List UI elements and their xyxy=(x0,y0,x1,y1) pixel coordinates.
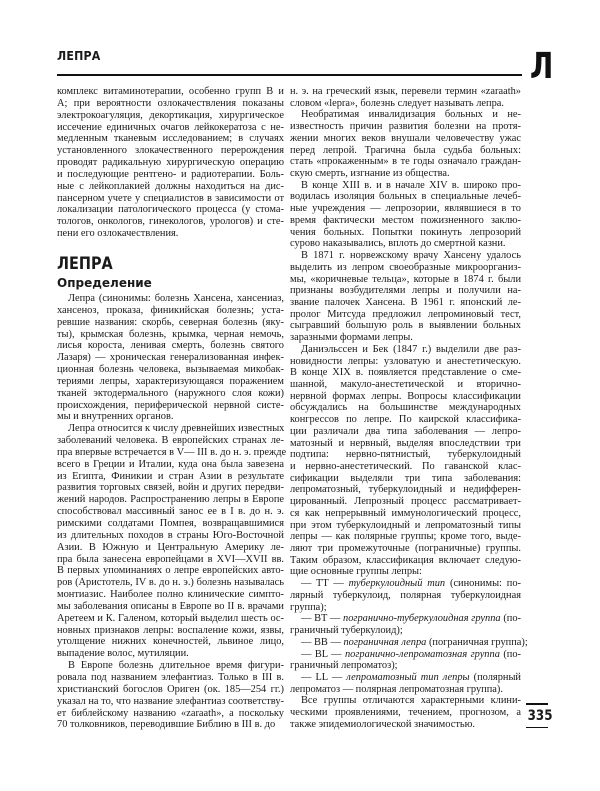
paragraph xyxy=(290,86,521,109)
section-heading: ЛЕПРА xyxy=(57,253,113,274)
text-line: медленным тканевым исследованием; в случаях xyxy=(57,133,284,145)
text-line: происхождения, периферической нервной систе- xyxy=(57,399,284,411)
text-line: также эпидемиологической значимостью. xyxy=(290,718,475,730)
text-line: шанной, макуло-анестетической и вторично- xyxy=(290,378,521,390)
text-line: пансерном учете у специалистов в зависимости от xyxy=(57,192,284,204)
subsection-heading: Определение xyxy=(57,275,152,290)
text-line: всего в Греции и Италии, куда она была завезена xyxy=(57,458,284,470)
text-line: ляют три промежуточные (пограничные) группы. xyxy=(290,543,521,555)
text-line: В Европе болезнь длительное время фигури- xyxy=(68,660,284,672)
text-line xyxy=(290,613,521,625)
text-line: способствовал массивный занос ее в I в. до н. э. xyxy=(57,506,284,518)
page-number: 335 xyxy=(527,707,553,724)
text-line: сурово наказывались, вплоть до смертной казни. xyxy=(290,238,506,250)
text-line: пени его озлокачествления. xyxy=(57,228,179,240)
italic-term: пограничная лепра xyxy=(343,636,427,648)
paragraph xyxy=(290,344,521,578)
text-segment: (по- xyxy=(500,613,521,625)
text-line: скую смерть, изгнание из общества. xyxy=(290,168,450,180)
text-line: В первых упоминаниях о лепре европейских авто- xyxy=(57,565,284,577)
text-line: ческими проявлениями, течением, прогнозом, а xyxy=(290,707,521,719)
text-segment: (полярный xyxy=(469,671,521,683)
text-line: щие основные группы лепры: xyxy=(290,566,422,578)
italic-term: погранично-лепроматозная группа xyxy=(344,648,500,660)
text-line: ты), крымская болезнь, крымка, черная немочь, xyxy=(57,328,284,340)
text-line: лепры — как полярные группы; кроме того, выде- xyxy=(290,531,521,543)
paragraph xyxy=(290,672,521,695)
text-line: А; при вероятности озлокачествления показаны xyxy=(57,97,284,109)
right-column xyxy=(290,86,528,731)
text-line: обсуждались на большинстве международных xyxy=(290,402,521,414)
text-line: тканей эктодермального (наружного слоя кожи) xyxy=(57,387,284,399)
paragraph xyxy=(290,180,521,250)
page-number-block xyxy=(526,703,553,728)
text-line: ционная болезнь человека, вызываемая микобак- xyxy=(57,364,284,376)
running-header-title: ЛЕПРА xyxy=(57,49,101,63)
text-line: группа); xyxy=(290,601,327,613)
text-line: локализации патологического процесса (у стома- xyxy=(57,204,284,216)
text-line: монтиазис. Наиболее полно клинические симпто- xyxy=(57,589,284,601)
text-line: пра впервые встречается в V— III в. до н. э. прежде xyxy=(57,446,287,458)
italic-term: погранично-туберкулоидная группа xyxy=(343,613,501,625)
text-line: иссечение единичных очагов лейкокератоза с не- xyxy=(57,121,284,133)
text-line: проводят радикальную хирургическую операцию xyxy=(57,157,284,169)
text-line: граничный лепроматоз); xyxy=(290,660,398,672)
text-line: ся как непрерывный иммунологический процесс, xyxy=(290,507,521,519)
text-line: выпадение волос, мутиляции. xyxy=(57,648,189,660)
text-line: сификации выделяли три типа заболевания: xyxy=(290,472,521,484)
text-line: стать «прокаженным» в те годы означало граждан- xyxy=(290,156,521,168)
text-line: Таким образом, классификация включает следую- xyxy=(290,554,521,566)
text-line: при этом туберкулоидный и лепроматозный типы xyxy=(290,519,521,531)
text-line: ровала под названием элефантиаз. Только в III в. xyxy=(57,671,284,683)
italic-term: лепроматозный тип лепры xyxy=(346,671,470,683)
text-line: водилась изоляция больных в специальные лечеб- xyxy=(290,191,521,203)
text-line xyxy=(290,649,521,661)
text-line: ные учреждения — лепрозории, являвшиеся в то xyxy=(290,203,521,215)
header-rule xyxy=(57,74,522,76)
text-segment: — BT — xyxy=(301,613,344,625)
text-line: тологов, онкологов, гинекологов, урологов) и сте- xyxy=(57,216,284,228)
text-line: Все группы отличаются характерными клини- xyxy=(301,695,521,707)
text-line: электрокоагуляция, декортикация, хирургическое xyxy=(57,109,284,121)
text-line: хансеноз, проказа, финикийская болезнь; уста- xyxy=(57,304,284,316)
text-line: В конце XIX в. появляется представление о сме- xyxy=(290,367,521,379)
text-line: лепроматоз — полярная лепроматозная группа). xyxy=(290,683,503,695)
text-line: 70 толковников, переводившие Библию в III в. до xyxy=(57,719,276,731)
text-line: Лепра относится к числу древнейших известных xyxy=(68,423,285,435)
text-segment: (синонимы: по- xyxy=(445,578,521,590)
text-line: комплекс витаминотерапии, особенно групп В и xyxy=(57,86,284,97)
section-letter-tab: Л xyxy=(530,46,554,87)
text-line: мы, «коричневые тельца», которые в 1874 г. были xyxy=(290,273,521,285)
text-line: нервной формах лепры. Вопросы классификации xyxy=(290,390,521,402)
text-line: признаны возбудителями лепры и получили на- xyxy=(290,285,521,297)
text-line: Необратимая инвалидизация больных и не- xyxy=(301,109,521,121)
text-line: Даниэльссен и Бек (1847 г.) выделили две раз- xyxy=(301,343,521,355)
text-line: ревшие названия: скорбь, северная болезнь (яку- xyxy=(57,316,284,328)
text-line: перед лепрой. Трагична была судьба больных: xyxy=(290,144,521,156)
paragraph xyxy=(290,695,521,730)
text-line: ные с лейкоплакией должны находиться на дис- xyxy=(57,180,284,192)
text-line: н. э. на греческий язык, перевели термин «zaraath» xyxy=(290,86,521,97)
text-line: Аретеем и К. Галеном, который выделил шесть ос- xyxy=(57,612,284,624)
paragraph xyxy=(290,250,521,344)
text-line: заразными формами лепры. xyxy=(290,332,413,344)
text-line: мы и внутренних органов. xyxy=(57,411,174,423)
text-line: В 1871 г. норвежскому врачу Хансену удалось xyxy=(301,250,521,262)
text-line: время фактически местом пожизненного заклю- xyxy=(290,214,521,226)
text-line: выделить из лепром своеобразные микроорганиз- xyxy=(290,261,521,273)
text-line: установленного злокачественного перерождения xyxy=(57,145,284,157)
text-line: утолщение нижних конечностей, львиное лицо, xyxy=(57,636,284,648)
text-line: жений народов. Распространению лепры в Европе xyxy=(57,494,284,506)
text-line: матозный и нервный, выделяя впоследствии три xyxy=(290,437,521,449)
text-line: новных признаков лепры: воспаление кожи, язвы, xyxy=(57,624,284,636)
text-line: чения больных. Попытки покинуть лепрозорий xyxy=(290,226,521,238)
text-line: словом «lepra», болезнь следует называть лепра. xyxy=(290,97,504,109)
text-line: известность причин развития болезни на протя- xyxy=(290,121,521,133)
text-line: из Египта, Финикии и стран Азии в результате xyxy=(57,470,284,482)
text-line: пролог Митсуда предложил лепроминовый тест, xyxy=(290,308,521,320)
paragraph xyxy=(290,649,521,672)
text-line: заболеваний человека. В европейских странах ле- xyxy=(57,435,284,447)
text-line: цированный. Лепрозный процесс рассматривает- xyxy=(290,496,521,508)
text-segment: (пограничная группа); xyxy=(426,636,528,648)
paragraph xyxy=(57,423,287,660)
text-line: Лазаря) — хроническая генерализованная инфек- xyxy=(57,352,284,364)
text-line: ров (Аристотель, IV в. до н. э.) болезнь называлась xyxy=(57,577,284,589)
text-line xyxy=(290,578,521,590)
paragraph xyxy=(290,613,521,636)
text-line: конгрессов по лепре. По каирской классифика- xyxy=(290,414,521,426)
text-line: новидности лепры: узловатую и анестетическую. xyxy=(290,355,521,367)
paragraph xyxy=(290,109,521,179)
paragraph xyxy=(57,293,284,423)
text-segment: — LL — xyxy=(301,671,347,683)
text-line: и нервно-анестетический. По гаванской клас- xyxy=(290,461,521,472)
left-column xyxy=(57,86,287,731)
text-line: римскими солдатами Помпея, возвращавшимися xyxy=(57,518,284,529)
text-line: пра была занесена европейцами в XVI—XVII вв. xyxy=(57,553,284,565)
text-line: лисья короста, ленивая смерть, болезнь святого xyxy=(57,340,284,352)
text-line: Лепра (синонимы: болезнь Хансена, хансениаз, xyxy=(68,292,284,304)
text-line: жении многих веков внушали человечеству ужас xyxy=(290,132,521,144)
text-segment: — TT — xyxy=(301,578,349,590)
text-line: и последующие рентгено- и радиотерапии. Боль- xyxy=(57,168,284,180)
text-line: сыгравший большую роль в выявлении больных xyxy=(290,320,521,332)
text-line: Азии. В Южную и Центральную Америку ле- xyxy=(57,541,284,553)
paragraph xyxy=(290,578,521,613)
text-line: подтипа: нервно-пятнистый, туберкулоидный xyxy=(290,449,521,461)
text-line: мы заболевания описаны в Европе во II в. врачами xyxy=(57,600,284,612)
paragraph xyxy=(57,86,284,240)
text-line: лярный туберкулоид, полярная туберкулоидная xyxy=(290,589,521,601)
text-line: В конце XIII в. и в начале XIV в. широко про- xyxy=(301,179,521,191)
page-number-rule-bottom xyxy=(526,727,548,729)
text-line: христианский богослов Ориген (ок. 185—254 гг.) xyxy=(57,683,284,695)
text-segment: (по- xyxy=(499,648,522,660)
text-line: ции различали два типа заболевания — лепро- xyxy=(290,425,521,437)
text-segment: — BL — xyxy=(301,648,345,660)
text-line: звание палочек Хансена. В 1961 г. японский ле- xyxy=(290,296,521,308)
paragraph xyxy=(57,660,284,731)
text-line xyxy=(290,672,521,684)
text-line: из длительных походов в страны Юго-Восточной xyxy=(57,529,284,541)
text-line xyxy=(290,636,528,649)
text-line: териями лепры, характеризующаяся поражением xyxy=(57,375,284,387)
text-line: ет библейскому названию «zaraath», а поскольку xyxy=(57,707,284,719)
text-line: лепроматозный, туберкулоидный и недифферен- xyxy=(290,484,521,496)
text-line: развития торговых связей, войн и других передви- xyxy=(57,482,284,494)
italic-term: туберкулоидный тип xyxy=(348,578,446,590)
text-segment: — BB — xyxy=(301,636,344,648)
text-line: указал на то, что название элефантиаз соответству- xyxy=(57,695,284,707)
text-line: граничный туберкулоид); xyxy=(290,625,403,637)
paragraph xyxy=(290,636,528,649)
